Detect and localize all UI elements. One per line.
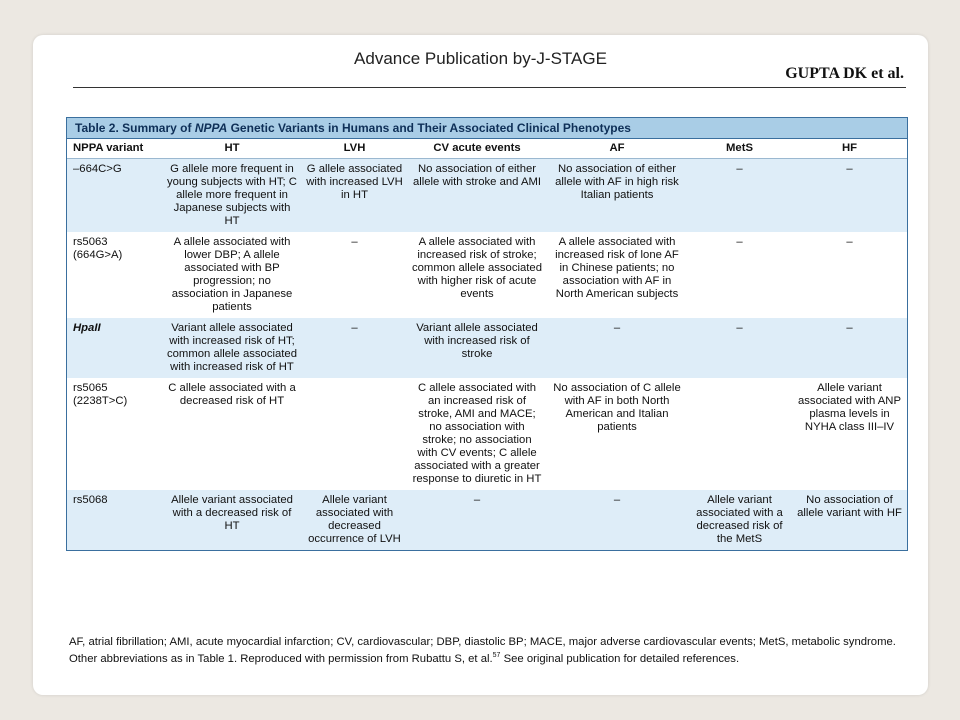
cell-af: No association of C allele with AF in both North American and Italian patients <box>547 378 687 490</box>
cell-af: No association of either allele with AF in high risk Italian patients <box>547 159 687 233</box>
cell-lvh <box>302 378 407 490</box>
col-header-cv: CV acute events <box>407 139 547 159</box>
caption-gene: NPPA <box>194 121 228 135</box>
cell-mets: – <box>687 318 792 378</box>
cell-af: A allele associated with increased risk of lone AF in Chinese patients; no association with AF in North American subjects <box>547 232 687 318</box>
cell-variant: –664C>G <box>67 159 162 233</box>
cell-variant: rs5065 (2238T>C) <box>67 378 162 490</box>
cell-lvh: Allele variant associated with decreased occurrence of LVH <box>302 490 407 550</box>
cell-mets: Allele variant associated with a decreased risk of the MetS <box>687 490 792 550</box>
cell-mets: – <box>687 159 792 233</box>
cell-cv: C allele associated with an increased risk of stroke, AMI and MACE; no association with stroke; no association with CV events; C allele associated with a greater response to diuretic in HT <box>407 378 547 490</box>
cell-cv: – <box>407 490 547 550</box>
table-row <box>67 318 907 378</box>
summary-table <box>67 118 907 550</box>
col-header-mets: MetS <box>687 139 792 159</box>
cell-hf: – <box>792 232 907 318</box>
cell-ht: C allele associated with a decreased risk of HT <box>162 378 302 490</box>
author-line: GUPTA DK et al. <box>785 65 904 82</box>
variant-id: rs5063 (664G>A) <box>73 236 123 261</box>
cell-variant: HpaII <box>67 318 162 378</box>
cell-lvh: G allele associated with increased LVH in HT <box>302 159 407 233</box>
footnote-tail: See original publication for detailed references. <box>500 652 740 665</box>
cell-mets: – <box>687 232 792 318</box>
footnote-text: AF, atrial fibrillation; AMI, acute myocardial infarction; CV, cardiovascular; DBP, diastolic BP; MACE, major adverse cardiovascular events; MetS, metabolic syndrome. Other abbreviations as in Table 1. Reproduced with permission from Rubattu S, et al. <box>69 636 896 665</box>
summary-table-container <box>66 117 908 551</box>
footnote-ref: 57 <box>492 652 501 659</box>
header-divider <box>73 87 906 88</box>
col-header-ht: HT <box>162 139 302 159</box>
cell-af: – <box>547 318 687 378</box>
publication-header: Advance Publication by-J-STAGE <box>354 49 607 68</box>
col-header-hf: HF <box>792 139 907 159</box>
cell-lvh: – <box>302 232 407 318</box>
table-caption <box>67 118 907 139</box>
col-header-af: AF <box>547 139 687 159</box>
cell-hf: – <box>792 159 907 233</box>
cell-hf: No association of allele variant with HF <box>792 490 907 550</box>
cell-variant <box>67 232 162 318</box>
table-header-row <box>67 139 907 159</box>
col-header-variant: NPPA variant <box>67 139 162 159</box>
table-row <box>67 490 907 550</box>
cell-ht: Variant allele associated with increased risk of HT; common allele associated with increased risk of HT <box>162 318 302 378</box>
cell-ht: A allele associated with lower DBP; A allele associated with BP progression; no association in Japanese patients <box>162 232 302 318</box>
cell-af: – <box>547 490 687 550</box>
caption-prefix: Table 2. Summary of <box>75 121 195 135</box>
col-header-lvh: LVH <box>302 139 407 159</box>
slide <box>33 35 928 695</box>
cell-variant: rs5068 <box>67 490 162 550</box>
cell-hf: Allele variant associated with ANP plasma levels in NYHA class III–IV <box>792 378 907 490</box>
table-row <box>67 232 907 318</box>
caption-suffix: Genetic Variants in Humans and Their Associated Clinical Phenotypes <box>227 121 631 135</box>
cell-ht: Allele variant associated with a decreased risk of HT <box>162 490 302 550</box>
cell-ht: G allele more frequent in young subjects with HT; C allele more frequent in Japanese subjects with HT <box>162 159 302 233</box>
cell-cv: Variant allele associated with increased risk of stroke <box>407 318 547 378</box>
cell-mets <box>687 378 792 490</box>
cell-lvh: – <box>302 318 407 378</box>
cell-cv: No association of either allele with stroke and AMI <box>407 159 547 233</box>
cell-hf: – <box>792 318 907 378</box>
table-row <box>67 378 907 490</box>
cell-cv: A allele associated with increased risk of stroke; common allele associated with higher risk of acute events <box>407 232 547 318</box>
table-row <box>67 159 907 233</box>
table-footnote <box>69 635 919 666</box>
